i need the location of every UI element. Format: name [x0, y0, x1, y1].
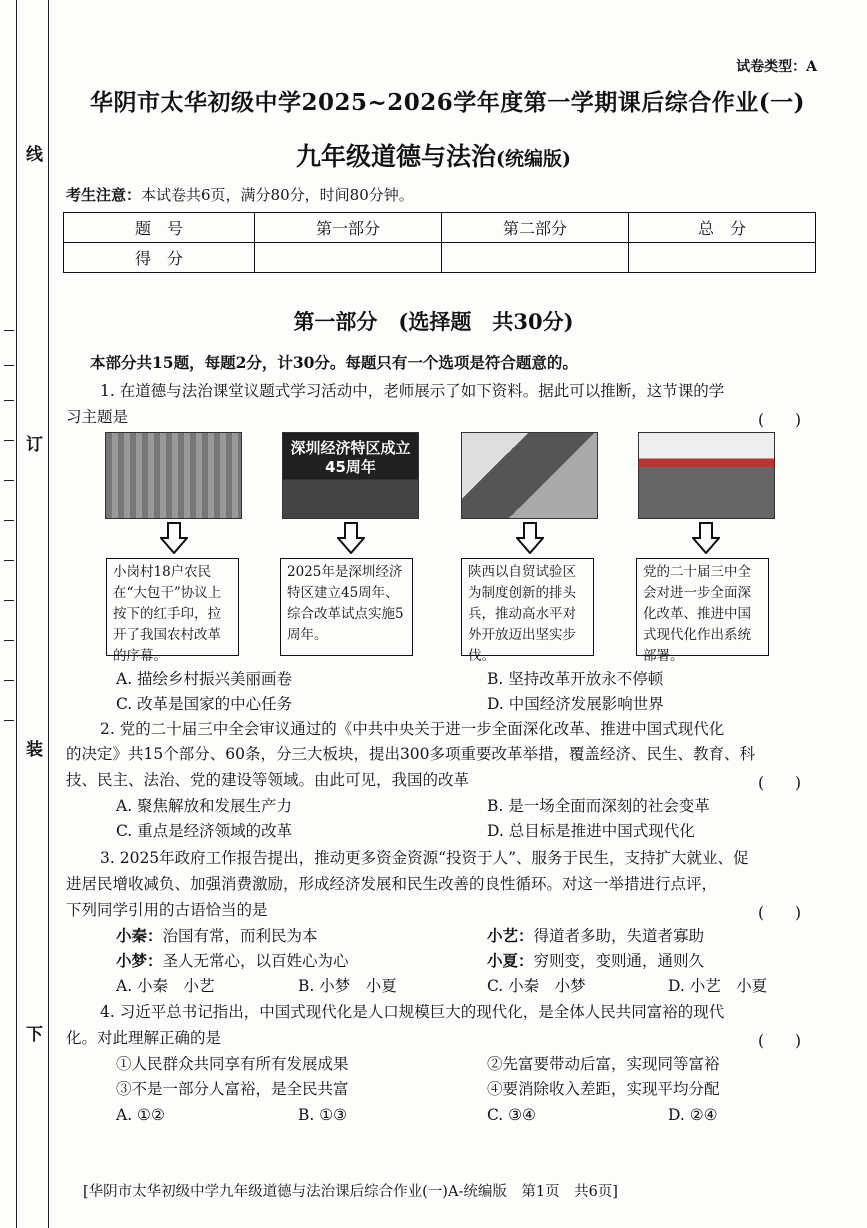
- q3-quote-xiaoqin: [116, 923, 318, 949]
- plenary-session-photo: [638, 432, 775, 519]
- quote-text: 治国有常，而利民为本: [162, 927, 318, 945]
- score-table-header-row: [64, 213, 816, 243]
- margin-char-zhuang: 装: [26, 740, 43, 760]
- margin-char-xia: 下: [26, 1025, 43, 1045]
- score-table-score-row: [64, 243, 816, 273]
- subject-name: 九年级道德与法治: [296, 142, 497, 171]
- margin-tick: [4, 640, 14, 641]
- q1-option-b[interactable]: B. 坚持改革开放永不停顿: [487, 670, 664, 688]
- q4-statement-1: ①人民群众共同享有所有发展成果: [116, 1055, 349, 1073]
- header-cell: 第二部分: [442, 213, 629, 243]
- margin-tick: [4, 365, 14, 366]
- down-arrow-icon: [692, 522, 720, 554]
- handprint-agreement-photo: [105, 432, 242, 519]
- notice-label: 考生注意：: [66, 186, 142, 204]
- section-title: 第一部分 (选择题 共30分): [293, 309, 574, 334]
- q1-stem-line1: 1. 在道德与法治课堂议题式学习活动中，老师展示了如下资料。据此可以推断，这节课的学: [100, 382, 725, 400]
- down-arrow-icon: [337, 522, 365, 554]
- q1-option-c[interactable]: C. 改革是国家的中心任务: [116, 695, 293, 713]
- q4-answer-paren[interactable]: ( ): [758, 1032, 802, 1050]
- notice-text: 本试卷共6页，满分80分，时间80分钟。: [141, 186, 414, 204]
- exam-title: 华阴市太华初级中学2025~2026学年度第一学期课后综合作业(一): [90, 89, 806, 116]
- q2-option-d[interactable]: D. 总目标是推进中国式现代化: [487, 822, 695, 840]
- q4-option-d[interactable]: D. ②④: [668, 1106, 718, 1124]
- material-box-shaanxi: 陕西以自贸试验区为制度创新的排头兵，推动高水平对外开放迈出坚实步伐。: [461, 558, 594, 656]
- q3-option-c[interactable]: C. 小秦 小梦: [487, 977, 586, 995]
- quote-text: 穷则变，变则通，通则久: [533, 952, 705, 970]
- material-box-shenzhen: 2025年是深圳经济特区建立45周年、综合改革试点实施5周年。: [280, 558, 413, 656]
- margin-char-ding: 订: [26, 435, 43, 455]
- q2-option-b[interactable]: B. 是一场全面而深刻的社会变革: [487, 797, 710, 815]
- edition-label: (统编版): [496, 148, 571, 170]
- quote-speaker: 小梦：: [116, 951, 163, 970]
- q4-option-a[interactable]: A. ①②: [116, 1106, 165, 1124]
- binding-line-outer: [16, 0, 17, 1228]
- q3-stem-line1: 3. 2025年政府工作报告提出，推动更多资金资源“投资于人”、服务于民生，支持扩大就业、促: [100, 849, 749, 867]
- shenzhen-skyline-photo: [282, 432, 419, 519]
- q2-option-c[interactable]: C. 重点是经济领域的改革: [116, 822, 293, 840]
- header-cell: 第一部分: [255, 213, 442, 243]
- binding-line-inner: [48, 0, 49, 1228]
- down-arrow-icon: [160, 522, 188, 554]
- score-cell-total[interactable]: [629, 243, 816, 273]
- material-box-plenary: 党的二十届三中全会对进一步全面深化改革、推进中国式现代化作出系统部署。: [636, 558, 769, 656]
- q1-option-a[interactable]: A. 描绘乡村振兴美丽画卷: [116, 670, 293, 688]
- free-trade-zone-photo: [461, 432, 598, 519]
- margin-tick: [4, 600, 14, 601]
- quote-text: 圣人无常心，以百姓心为心: [162, 952, 349, 970]
- q4-option-b[interactable]: B. ①③: [298, 1106, 348, 1124]
- q4-option-c[interactable]: C. ③④: [487, 1106, 536, 1124]
- q4-statement-3: ③不是一部分人富裕，是全民共富: [116, 1080, 349, 1098]
- q4-stem-line2: 化。对此理解正确的是: [66, 1029, 222, 1047]
- paper-type-label: 试卷类型：A: [736, 59, 817, 75]
- material-box-xiaogang: 小岗村18户农民在“大包干”协议上按下的红手印，拉开了我国农村改革的序幕。: [106, 558, 239, 656]
- q2-stem-line3: 技、民主、法治、党的建设等领域。由此可见，我国的改革: [66, 771, 470, 789]
- score-cell-part2[interactable]: [442, 243, 629, 273]
- q2-answer-paren[interactable]: ( ): [758, 774, 802, 792]
- q2-option-a[interactable]: A. 聚焦解放和发展生产力: [116, 797, 293, 815]
- q4-statement-2: ②先富要带动后富，实现同等富裕: [487, 1055, 720, 1073]
- margin-tick: [4, 680, 14, 681]
- shenzhen-photo-caption: 深圳经济特区成立45周年: [290, 439, 411, 476]
- q3-option-b[interactable]: B. 小梦 小夏: [298, 977, 397, 995]
- score-cell-part1[interactable]: [255, 243, 442, 273]
- margin-tick: [4, 480, 14, 481]
- q1-option-d[interactable]: D. 中国经济发展影响世界: [487, 695, 664, 713]
- q1-answer-paren[interactable]: ( ): [758, 411, 802, 429]
- margin-tick: [4, 440, 14, 441]
- margin-tick: [4, 560, 14, 561]
- page-footer: [华阴市太华初级中学九年级道德与法治课后综合作业(一)A-统编版 第1页 共6页]: [83, 1184, 618, 1200]
- q3-stem-line2: 进居民增收减负、加强消费激励，形成经济发展和民生改善的良性循环。对这一举措进行点评，: [66, 875, 718, 893]
- down-arrow-icon: [516, 522, 544, 554]
- q4-statement-4: ④要消除收入差距，实现平均分配: [487, 1080, 720, 1098]
- quote-speaker: 小艺：: [487, 926, 534, 945]
- q3-option-a[interactable]: A. 小秦 小艺: [116, 977, 215, 995]
- score-table: [63, 212, 816, 273]
- margin-tick: [4, 520, 14, 521]
- q1-stem-line2: 习主题是: [66, 408, 129, 426]
- q3-quote-xiaomeng: [116, 948, 349, 974]
- q3-option-d[interactable]: D. 小艺 小夏: [668, 977, 768, 995]
- section-intro: 本部分共15题，每题2分，计30分。每题只有一个选项是符合题意的。: [90, 353, 578, 372]
- q3-stem-line3: 下列同学引用的古语恰当的是: [66, 901, 268, 919]
- q3-answer-paren[interactable]: ( ): [758, 904, 802, 922]
- margin-tick: [4, 720, 14, 721]
- exam-notice: [66, 184, 414, 205]
- q3-quote-xiaoxia: [487, 948, 704, 974]
- subject-title: [0, 137, 867, 173]
- q4-stem-line1: 4. 习近平总书记指出，中国式现代化是人口规模巨大的现代化，是全体人民共同富裕的现代: [100, 1003, 725, 1021]
- q3-quote-xiaoyi: [487, 923, 704, 949]
- quote-text: 得道者多助，失道者寡助: [533, 927, 705, 945]
- header-cell: 总 分: [629, 213, 816, 243]
- quote-speaker: 小夏：: [487, 951, 534, 970]
- margin-tick: [4, 400, 14, 401]
- q2-stem-line2: 的决定》共15个部分、60条，分三大板块，提出300多项重要改革举措，覆盖经济、民生、教育、科: [66, 745, 756, 763]
- header-cell: 题 号: [64, 213, 255, 243]
- q2-stem-line1: 2. 党的二十届三中全会审议通过的《中共中央关于进一步全面深化改革、推进中国式现代化: [100, 720, 725, 738]
- row-label-cell: 得 分: [64, 243, 255, 273]
- quote-speaker: 小秦：: [116, 926, 163, 945]
- margin-char-xian: 线: [26, 145, 43, 165]
